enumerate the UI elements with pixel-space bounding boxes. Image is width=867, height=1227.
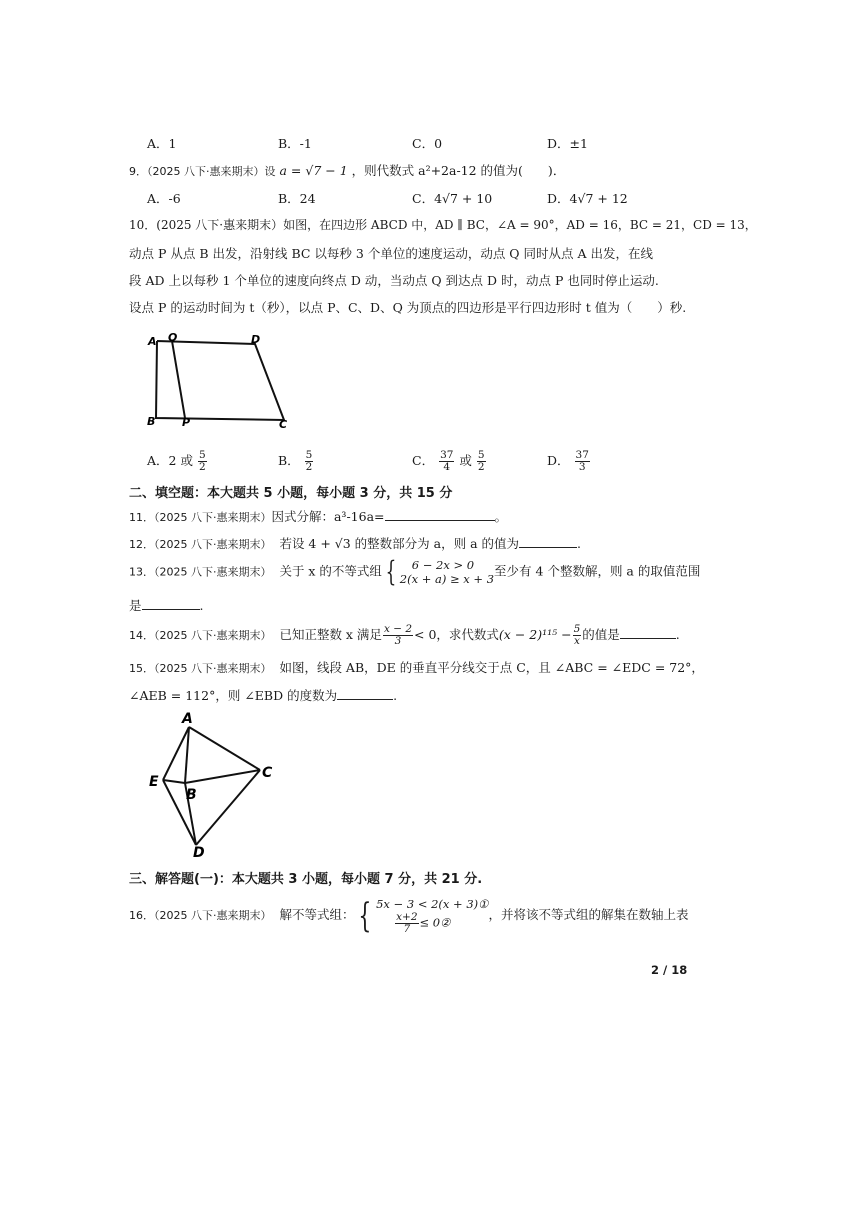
inequality-system: { 5x − 3 < 2(x + 3)① $\frac{x+2}{7}$ ≤ 0② — [358, 895, 489, 936]
q15-figure — [140, 707, 290, 862]
q9-option-a: A．-6 — [147, 191, 181, 206]
question-15: 15．（2025 八下·惠来期末） 如图，线段 AB，DE 的垂直平分线交于点 C，且 ∠ABC = ∠EDC = 72°， — [129, 660, 704, 675]
q10-option-c: C． $\frac{37}{4}$ 或 $\frac{5}{2}$ — [412, 449, 485, 473]
question-13-line-2: 是 . — [129, 598, 204, 613]
question-9: 9．（2025 八下·惠来期末）设 a = √7 − 1 ，则代数式 a²+2a-12 的值为( )． — [129, 163, 566, 178]
q10-label-b: B — [147, 415, 156, 428]
q15-label-b: B — [186, 787, 197, 803]
q15-label-c: C — [262, 765, 273, 781]
section-3-heading: 三、解答题(一)：本大题共 3 小题，每小题 7 分，共 21 分. — [129, 872, 483, 887]
answer-blank[interactable] — [337, 687, 393, 700]
q8-option-d: D．±1 — [547, 136, 588, 151]
question-12: 12．（2025 八下·惠来期末） 若设 4 + √3 的整数部分为 a，则 a 的值为 . — [129, 536, 581, 551]
q8-option-a: A．1 — [147, 136, 177, 151]
section-2-heading: 二、填空题：本大题共 5 小题，每小题 3 分，共 15 分 — [129, 486, 453, 501]
q8-option-b: B．-1 — [278, 136, 312, 151]
question-13: 13．（2025 八下·惠来期末） 关于 x 的不等式组 { 6 − 2x > 0 2(x + a) ≥ x + 3 至少有 4 个整数解，则 a 的取值范围 — [129, 555, 701, 588]
q10-label-p: P — [182, 416, 191, 429]
q10-label-q: Q — [168, 331, 178, 344]
question-10-line-1: 10．(2025 八下·惠来期末）如图，在四边形 ABCD 中，AD ∥ BC，∠A = 90°，AD = 16，BC = 21，CD = 13， — [129, 218, 757, 232]
q15-label-e: E — [149, 774, 159, 790]
answer-blank[interactable] — [385, 508, 495, 521]
q10-label-d: D — [251, 333, 261, 346]
fraction: $\frac{37}{3}$ — [575, 449, 589, 473]
q10-option-a: A．2 或 $\frac{5}{2}$ — [147, 449, 206, 473]
question-10-line-4: 设点 P 的运动时间为 t（秒），以点 P、C、D、Q 为顶点的四边形是平行四边形时 t 值为（ ）秒. — [129, 300, 687, 315]
question-14: 14．（2025 八下·惠来期末） 已知正整数 x 满足 $\frac{x - 2}{3}$ < 0，求代数式(x − 2)¹¹⁵ − $\frac{5}{x}$ 的值是 . — [129, 623, 680, 647]
q10-option-b: B． $\frac{5}{2}$ — [278, 449, 313, 473]
question-10-line-3: 段 AD 上以每秒 1 个单位的速度向终点 D 动，当动点 Q 到达点 D 时，动点 P 也同时停止运动. — [129, 273, 659, 288]
fraction: $\frac{5}{2}$ — [477, 449, 485, 473]
q9-option-b: B．24 — [278, 191, 316, 206]
q10-label-a: A — [148, 335, 157, 348]
question-16: 16．（2025 八下·惠来期末） 解不等式组： { 5x − 3 < 2(x + 3)① $\frac{x+2}{7}$ ≤ 0② ，并将该不等式组的解集在数轴上表 — [129, 895, 689, 936]
q10-segment-pq — [172, 341, 185, 418]
inequality-system: { 6 − 2x > 0 2(x + a) ≥ x + 3 — [385, 555, 495, 588]
q9-option-c: C．4√7 + 10 — [412, 191, 493, 206]
q9-option-d: D．4√7 + 12 — [547, 191, 628, 206]
answer-blank[interactable] — [620, 626, 676, 639]
question-15-line-2: ∠AEB = 112°，则 ∠EBD 的度数为 . — [129, 688, 398, 703]
q9-math: a = √7 − 1 — [279, 163, 348, 178]
fraction: $\frac{x+2}{7}$ — [396, 911, 418, 935]
fraction: $\frac{5}{x}$ — [573, 623, 581, 647]
fraction: $\frac{37}{4}$ — [440, 449, 454, 473]
q10-figure — [140, 328, 300, 433]
q15-label-d: D — [193, 845, 205, 861]
q8-option-c: C．0 — [412, 136, 443, 151]
answer-blank[interactable] — [519, 535, 577, 548]
answer-blank[interactable] — [142, 597, 200, 610]
page-number: 2 / 18 — [651, 963, 688, 977]
q15-label-a: A — [182, 711, 193, 727]
question-10-line-2: 动点 P 从点 B 出发，沿射线 BC 以每秒 3 个单位的速度运动，动点 Q 同时从点 A 出发，在线 — [129, 246, 653, 261]
q10-quadrilateral — [156, 341, 284, 420]
q10-label-c: C — [279, 418, 288, 431]
fraction: $\frac{5}{2}$ — [198, 449, 206, 473]
q10-option-d: D． $\frac{37}{3}$ — [547, 449, 589, 473]
question-11: 11．（2025 八下·惠来期末）因式分解：a³-16a= 。 — [129, 509, 508, 524]
fraction: $\frac{5}{2}$ — [305, 449, 313, 473]
fraction: $\frac{x - 2}{3}$ — [383, 623, 413, 647]
